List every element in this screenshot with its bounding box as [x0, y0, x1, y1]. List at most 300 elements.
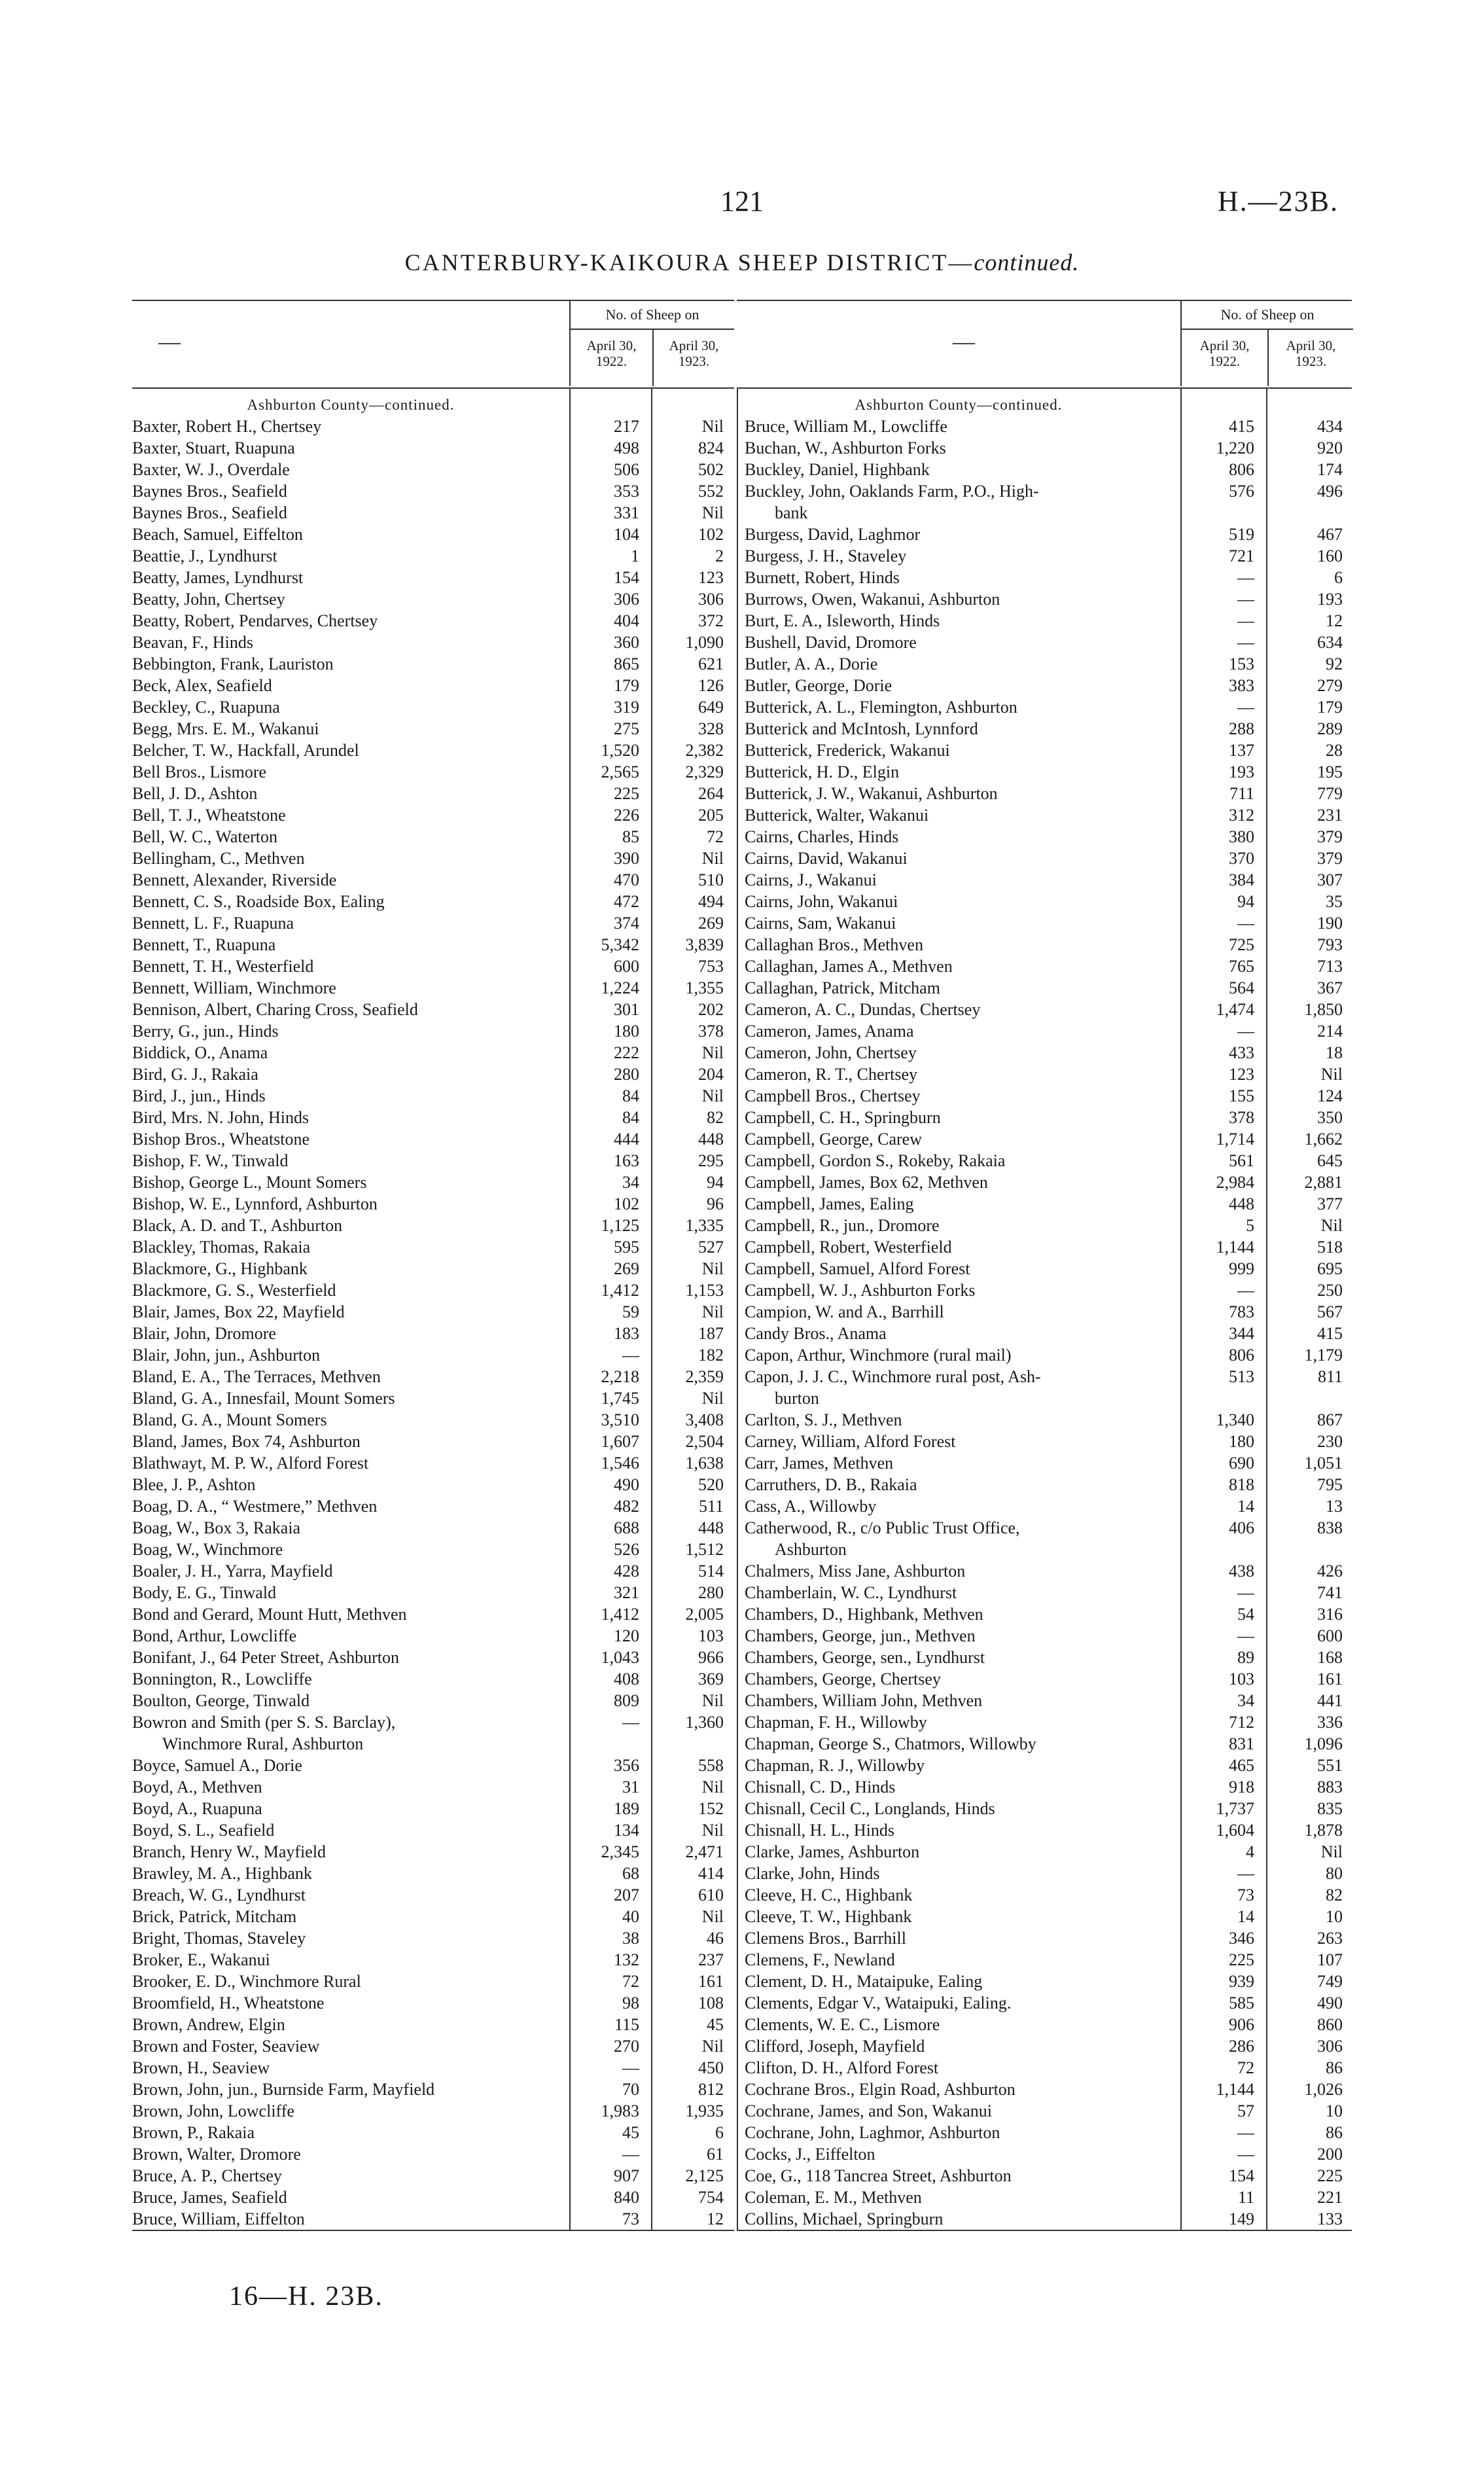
- owner-name: Baxter, W. J., Overdale: [132, 460, 290, 479]
- table-row: [737, 2079, 1352, 2100]
- sheep-1922: 180: [614, 1022, 639, 1041]
- table-row: [737, 1236, 1352, 1258]
- sheep-count-header: [1180, 301, 1353, 386]
- sheep-1923: 92: [1326, 654, 1343, 673]
- table-row: [132, 1495, 734, 1517]
- sheep-1923: 103: [698, 1626, 724, 1645]
- sheep-1923: 649: [698, 698, 724, 717]
- owner-name: Brick, Patrick, Mitcham: [132, 1907, 297, 1926]
- sheep-1922: 346: [1229, 1929, 1254, 1948]
- sheep-1923: 161: [1317, 1670, 1343, 1689]
- owner-name: Baynes Bros., Seafield: [132, 503, 287, 522]
- sheep-1923: 2: [715, 546, 724, 565]
- table-row: [132, 1906, 734, 1927]
- sheep-1923: 250: [1317, 1281, 1343, 1300]
- owner-name: Bland, G. A., Mount Somers: [132, 1410, 327, 1429]
- sheep-1923: 204: [698, 1065, 724, 1084]
- table-row: [737, 1063, 1352, 1085]
- table-row: [737, 675, 1352, 696]
- sheep-1923: 377: [1317, 1194, 1343, 1213]
- sheep-1923: 1,662: [1304, 1130, 1343, 1149]
- sheep-1923: Nil: [1320, 1842, 1343, 1861]
- owner-name: Chambers, George, jun., Methven: [745, 1626, 976, 1645]
- table-row: [737, 459, 1352, 480]
- owner-name: Black, A. D. and T., Ashburton: [132, 1216, 343, 1235]
- sheep-1922: —: [1237, 1864, 1254, 1883]
- sheep-1923: 82: [707, 1108, 724, 1127]
- sheep-1923: 600: [1317, 1626, 1343, 1645]
- table-row: [737, 934, 1352, 956]
- table-row: [132, 1150, 734, 1171]
- sheep-1923: 812: [698, 2080, 724, 2099]
- sheep-1923: 502: [698, 460, 724, 479]
- table-row: [737, 1647, 1352, 1668]
- owner-name: Cameron, James, Anama: [745, 1022, 914, 1041]
- sheep-1923: 350: [1317, 1108, 1343, 1127]
- sheep-1922: 84: [622, 1086, 639, 1105]
- table-row: [737, 2035, 1352, 2057]
- sheep-1922: 712: [1229, 1713, 1254, 1732]
- sheep-1923: 567: [1317, 1302, 1343, 1321]
- table-row: [132, 2165, 734, 2187]
- owner-name: Clements, W. E. C., Lismore: [745, 2015, 940, 2034]
- owner-name: Blackley, Thomas, Rakaia: [132, 1238, 311, 1257]
- table-row: [737, 1668, 1352, 1690]
- sheep-1922: 73: [622, 2209, 639, 2228]
- table-row: [737, 1906, 1352, 1927]
- table-row: [737, 1452, 1352, 1474]
- owner-name: Butler, George, Dorie: [745, 676, 892, 695]
- sheep-1923: 369: [698, 1670, 724, 1689]
- sheep-1922: 301: [614, 1000, 639, 1019]
- table-row: [737, 1819, 1352, 1841]
- sheep-1922: 1,983: [601, 2101, 639, 2120]
- sheep-1923: 126: [698, 676, 724, 695]
- owner-name: Biddick, O., Anama: [132, 1043, 268, 1062]
- table-row: [132, 1927, 734, 1949]
- sheep-1923: 551: [1317, 1756, 1343, 1775]
- sheep-1922: 226: [614, 806, 639, 825]
- table-row: [132, 1301, 734, 1323]
- sheep-1923: 1,335: [685, 1216, 724, 1235]
- sheep-1923: 1,090: [685, 633, 724, 652]
- sheep-1922: 600: [614, 957, 639, 976]
- sheep-1923: 6: [715, 2123, 724, 2142]
- sheep-1923: 494: [698, 892, 724, 911]
- sheep-1922: 831: [1229, 1734, 1254, 1753]
- sheep-1922: 1,125: [601, 1216, 639, 1235]
- owner-name: Brown, H., Seaview: [132, 2058, 270, 2077]
- owner-name: Campion, W. and A., Barrhill: [745, 1302, 944, 1321]
- sheep-1923: 2,881: [1304, 1173, 1343, 1192]
- owner-name: Campbell, C. H., Springburn: [745, 1108, 941, 1127]
- owner-name: Bruce, William, Eiffelton: [132, 2209, 305, 2228]
- table-row: [737, 1387, 1352, 1409]
- table-row: [737, 826, 1352, 848]
- sheep-1923: 280: [698, 1583, 724, 1602]
- sheep-1922: 1,412: [601, 1281, 639, 1300]
- table-row: [132, 437, 734, 459]
- owner-name: Ashburton: [775, 1540, 847, 1559]
- owner-name: Bellingham, C., Methven: [132, 849, 305, 868]
- col-1922-header: April 30, 1922.: [586, 338, 637, 369]
- sheep-1923: 182: [698, 1346, 724, 1365]
- sheep-1923: 161: [698, 1972, 724, 1991]
- owner-name: Chisnall, C. D., Hinds: [745, 1778, 896, 1796]
- sheep-1923: 835: [1317, 1799, 1343, 1818]
- sheep-1922: 40: [622, 1907, 639, 1926]
- owner-name: Candy Bros., Anama: [745, 1324, 887, 1343]
- table-row: [737, 1971, 1352, 1992]
- table-row: [132, 826, 734, 848]
- sheep-1922: 415: [1229, 417, 1254, 436]
- sheep-1922: 134: [614, 1821, 639, 1840]
- sheep-1923: 920: [1317, 438, 1343, 457]
- owner-name: Bland, E. A., The Terraces, Methven: [132, 1367, 381, 1386]
- table-row: [132, 1776, 734, 1798]
- owner-name: Burrows, Owen, Wakanui, Ashburton: [745, 590, 1000, 609]
- owner-name: Buckley, Daniel, Highbank: [745, 460, 930, 479]
- document-code: H.—23B.: [1217, 185, 1339, 217]
- owner-name: Brown, Walter, Dromore: [132, 2145, 301, 2164]
- sheep-1922: 280: [614, 1065, 639, 1084]
- table-row: [132, 2208, 734, 2230]
- owner-name: Chalmers, Miss Jane, Ashburton: [745, 1562, 966, 1581]
- owner-name: Cairns, Charles, Hinds: [745, 827, 899, 846]
- sheep-1923: 552: [698, 482, 724, 501]
- table-row: [132, 1560, 734, 1582]
- table-row: [132, 588, 734, 610]
- table-row: [737, 1279, 1352, 1301]
- sheep-1922: 163: [614, 1151, 639, 1170]
- sheep-1922: —: [622, 2058, 639, 2077]
- owner-name: Cleeve, H. C., Highbank: [745, 1885, 913, 1904]
- sheep-1923: Nil: [701, 1691, 724, 1710]
- table-row: [132, 1603, 734, 1625]
- sheep-1922: 225: [1229, 1950, 1254, 1969]
- owner-name: Clifton, D. H., Alford Forest: [745, 2058, 939, 2077]
- signature-footer: 16—H. 23B.: [229, 2281, 383, 2312]
- sheep-1922: 98: [622, 1993, 639, 2012]
- sheep-1923: 379: [1317, 849, 1343, 868]
- sheep-1922: 404: [614, 611, 639, 630]
- sheep-1922: 721: [1229, 546, 1254, 565]
- sheep-1922: 11: [1237, 2188, 1254, 2207]
- owner-name: Callaghan, Patrick, Mitcham: [745, 978, 940, 997]
- sheep-1923: 795: [1317, 1475, 1343, 1494]
- sheep-1923: 621: [698, 654, 724, 673]
- sheep-1923: 496: [1317, 482, 1343, 501]
- table-row: [737, 1301, 1352, 1323]
- owner-name: Blathwayt, M. P. W., Alford Forest: [132, 1454, 369, 1473]
- owner-name: Belcher, T. W., Hackfall, Arundel: [132, 741, 359, 760]
- owner-name: Chambers, William John, Methven: [745, 1691, 983, 1710]
- table-row: [737, 502, 1352, 524]
- table-row: [132, 1258, 734, 1279]
- sheep-1923: Nil: [701, 1302, 724, 1321]
- sheep-1923: Nil: [701, 2037, 724, 2056]
- table-row: [737, 1344, 1352, 1366]
- sheep-1922: 725: [1229, 935, 1254, 954]
- sheep-1923: 225: [1317, 2166, 1343, 2185]
- sheep-1922: 5: [1246, 1216, 1254, 1235]
- sheep-1923: 378: [698, 1022, 724, 1041]
- sheep-1923: 838: [1317, 1518, 1343, 1537]
- table-row: [737, 588, 1352, 610]
- table-row: [737, 2143, 1352, 2165]
- owner-name: Clemens Bros., Barrhill: [745, 1929, 906, 1948]
- sheep-1922: 1,520: [601, 741, 639, 760]
- sheep-1922: —: [1237, 611, 1254, 630]
- sheep-1923: 12: [1326, 611, 1343, 630]
- owner-name: Chapman, George S., Chatmors, Willowby: [745, 1734, 1036, 1753]
- sheep-count-label: No. of Sheep on: [571, 301, 734, 330]
- owner-name: Brown, Andrew, Elgin: [132, 2015, 285, 2034]
- sheep-1922: 225: [614, 784, 639, 803]
- sheep-1922: —: [1237, 1626, 1254, 1645]
- owner-name: Bell, J. D., Ashton: [132, 784, 258, 803]
- table-row: [737, 1495, 1352, 1517]
- table-row: [132, 1992, 734, 2014]
- sheep-1922: 688: [614, 1518, 639, 1537]
- owner-name: Cameron, R. T., Chertsey: [745, 1065, 918, 1084]
- owner-name: Broker, E., Wakanui: [132, 1950, 270, 1969]
- table-row: [132, 1884, 734, 1906]
- sheep-1922: 711: [1229, 784, 1254, 803]
- sheep-1923: 2,125: [685, 2166, 724, 2185]
- sheep-1922: 2,565: [601, 762, 639, 781]
- sheep-1922: 207: [614, 1885, 639, 1904]
- sheep-1923: 221: [1317, 2188, 1343, 2207]
- owner-name: Campbell, Samuel, Alford Forest: [745, 1259, 970, 1278]
- sheep-1923: 86: [1326, 2123, 1343, 2142]
- sheep-1922: 4: [1246, 1842, 1254, 1861]
- sheep-1922: 154: [614, 568, 639, 587]
- table-row: [737, 999, 1352, 1020]
- owner-name: Bonnington, R., Lowcliffe: [132, 1670, 312, 1689]
- sheep-1922: 383: [1229, 676, 1254, 695]
- table-row: [132, 1863, 734, 1884]
- sheep-1923: 94: [707, 1173, 724, 1192]
- sheep-1923: 753: [698, 957, 724, 976]
- owner-name: Baynes Bros., Seafield: [132, 482, 287, 501]
- sheep-1923: 2,359: [685, 1367, 724, 1386]
- sheep-1922: 840: [614, 2188, 639, 2207]
- sheep-1922: 38: [622, 1929, 639, 1948]
- sheep-1922: 222: [614, 1043, 639, 1062]
- owner-name: Bennett, Alexander, Riverside: [132, 870, 337, 889]
- table-row: [132, 2014, 734, 2035]
- sheep-1922: —: [1237, 698, 1254, 717]
- table-row: [737, 567, 1352, 588]
- owner-name: Cochrane, James, and Son, Wakanui: [745, 2101, 992, 2120]
- sheep-1923: 2,504: [685, 1432, 724, 1451]
- owner-name: bank: [775, 503, 808, 522]
- table-row: [737, 1603, 1352, 1625]
- sheep-1923: 160: [1317, 546, 1343, 565]
- sheep-1923: 966: [698, 1648, 724, 1667]
- owner-name: Butler, A. A., Dorie: [745, 654, 878, 673]
- sheep-1923: 527: [698, 1238, 724, 1257]
- table-row: [737, 653, 1352, 675]
- sheep-1923: 6: [1334, 568, 1343, 587]
- sheep-1923: 2,382: [685, 741, 724, 760]
- sheep-1922: 818: [1229, 1475, 1254, 1494]
- sheep-1923: 441: [1317, 1691, 1343, 1710]
- table-row: [737, 1085, 1352, 1107]
- owner-name: Burgess, J. H., Staveley: [745, 546, 907, 565]
- table-row: [737, 1258, 1352, 1279]
- owner-name: Boag, W., Box 3, Rakaia: [132, 1518, 301, 1537]
- owner-name: Cairns, Sam, Wakanui: [745, 914, 896, 933]
- sheep-1923: 1,878: [1304, 1821, 1343, 1840]
- owner-name: Beach, Samuel, Eiffelton: [132, 525, 303, 544]
- owner-name: Bishop, F. W., Tinwald: [132, 1151, 289, 1170]
- table-row: [132, 1798, 734, 1819]
- owner-name: Callaghan Bros., Methven: [745, 935, 923, 954]
- sheep-1923: 86: [1326, 2058, 1343, 2077]
- sheep-1923: 1,360: [685, 1713, 724, 1732]
- sheep-1922: 306: [614, 590, 639, 609]
- owner-name: Boag, D. A., “ Westmere,” Methven: [132, 1497, 378, 1516]
- sheep-1922: 85: [622, 827, 639, 846]
- sheep-1923: 1,638: [685, 1454, 724, 1473]
- table-row: [132, 2079, 734, 2100]
- owner-name: Burt, E. A., Isleworth, Hinds: [745, 611, 940, 630]
- sheep-1922: [569, 1733, 651, 1755]
- title-continued: continued.: [974, 249, 1080, 276]
- owner-name: Breach, W. G., Lyndhurst: [132, 1885, 306, 1904]
- owner-name: Bennett, L. F., Ruapuna: [132, 914, 294, 933]
- sheep-1923: Nil: [701, 417, 724, 436]
- sheep-1923: [1266, 1387, 1352, 1409]
- table-row: [737, 1431, 1352, 1452]
- sheep-1922: [1180, 1387, 1266, 1409]
- owner-name: Brooker, E. D., Winchmore Rural: [132, 1972, 361, 1991]
- sheep-1922: 585: [1229, 1993, 1254, 2012]
- table-row: [132, 1193, 734, 1215]
- owner-name: Berry, G., jun., Hinds: [132, 1022, 279, 1041]
- table-row: [132, 1431, 734, 1452]
- sheep-1923: 72: [707, 827, 724, 846]
- table-row: [737, 977, 1352, 999]
- sheep-1923: 231: [1317, 806, 1343, 825]
- sheep-1922: 312: [1229, 806, 1254, 825]
- sheep-1923: 10: [1326, 1907, 1343, 1926]
- table-row: [132, 1020, 734, 1042]
- table-row: [737, 437, 1352, 459]
- owner-name: Coe, G., 118 Tancrea Street, Ashburton: [745, 2166, 1012, 2185]
- sheep-1922: 2,984: [1216, 1173, 1254, 1192]
- owner-name: Beatty, John, Chertsey: [132, 590, 285, 609]
- sheep-1922: 448: [1229, 1194, 1254, 1213]
- sheep-1922: 45: [622, 2123, 639, 2142]
- sheep-1923: 2,329: [685, 762, 724, 781]
- table-row: [737, 1798, 1352, 1819]
- owner-name: Campbell, James, Ealing: [745, 1194, 914, 1213]
- sheep-1923: 289: [1317, 719, 1343, 738]
- owner-name: Bennett, T. H., Westerfield: [132, 957, 314, 976]
- page-number: 121: [720, 185, 764, 217]
- owner-name: Baxter, Robert H., Chertsey: [132, 417, 322, 436]
- table-row: [737, 1927, 1352, 1949]
- sheep-1923: 328: [698, 719, 724, 738]
- owner-name: Carlton, S. J., Methven: [745, 1410, 902, 1429]
- sheep-1923: 1,512: [685, 1540, 724, 1559]
- owner-name: Burnett, Robert, Hinds: [745, 568, 900, 587]
- sheep-1922: 84: [622, 1108, 639, 1127]
- sheep-1922: 506: [614, 460, 639, 479]
- owner-name: Beatty, Robert, Pendarves, Chertsey: [132, 611, 378, 630]
- sheep-1922: 68: [622, 1864, 639, 1883]
- sheep-1923: 867: [1317, 1410, 1343, 1429]
- page-title: [196, 249, 1288, 276]
- sheep-1922: 1,714: [1216, 1130, 1254, 1149]
- table-row: [132, 740, 734, 761]
- table-row: [737, 1171, 1352, 1193]
- sheep-count-header: [569, 301, 734, 386]
- sheep-1922: 1,144: [1216, 1238, 1254, 1257]
- sheep-1922: 374: [614, 914, 639, 933]
- sheep-1923: 824: [698, 438, 724, 457]
- sheep-1922: 14: [1237, 1907, 1254, 1926]
- owner-name: Bell Bros., Lismore: [132, 762, 267, 781]
- owner-name: Cocks, J., Eiffelton: [745, 2145, 875, 2164]
- sheep-1923: Nil: [701, 1778, 724, 1796]
- owner-name: Bird, G. J., Rakaia: [132, 1065, 258, 1084]
- title-main: CANTERBURY-KAIKOURA SHEEP DISTRICT—: [404, 249, 974, 276]
- sheep-1922: 1: [631, 546, 639, 565]
- owner-name: Butterick and McIntosh, Lynnford: [745, 719, 978, 738]
- owner-name: Bishop Bros., Wheatstone: [132, 1130, 310, 1149]
- sheep-1923: 779: [1317, 784, 1343, 803]
- sheep-1923: 45: [707, 2015, 724, 2034]
- sheep-1923: 379: [1317, 827, 1343, 846]
- sheep-1922: 384: [1229, 870, 1254, 889]
- sheep-1923: 10: [1326, 2101, 1343, 2120]
- sheep-1922: 3,510: [601, 1410, 639, 1429]
- owner-name: Bird, Mrs. N. John, Hinds: [132, 1108, 309, 1127]
- sheep-1922: 498: [614, 438, 639, 457]
- owner-name: Baxter, Stuart, Ruapuna: [132, 438, 295, 457]
- sheep-1922: 1,340: [1216, 1410, 1254, 1429]
- sheep-1923: 1,179: [1304, 1346, 1343, 1365]
- sheep-1922: 1,604: [1216, 1821, 1254, 1840]
- table-row: [737, 1949, 1352, 1971]
- owner-name: Beattie, J., Lyndhurst: [132, 546, 277, 565]
- owner-name: Bonifant, J., 64 Peter Street, Ashburton: [132, 1648, 400, 1667]
- sheep-1922: —: [1237, 568, 1254, 587]
- owner-name: Boaler, J. H., Yarra, Mayfield: [132, 1562, 333, 1581]
- sheep-1923: 518: [1317, 1238, 1343, 1257]
- sheep-1923: 279: [1317, 676, 1343, 695]
- table-row: [737, 1625, 1352, 1647]
- sheep-1922: 179: [614, 676, 639, 695]
- col-1923-header: April 30, 1923.: [652, 330, 734, 386]
- table-row: [132, 1085, 734, 1107]
- owner-name: Bird, J., jun., Hinds: [132, 1086, 266, 1105]
- owner-name: Cochrane, John, Laghmor, Ashburton: [745, 2123, 1000, 2142]
- owner-name: Bowron and Smith (per S. S. Barclay),: [132, 1713, 396, 1732]
- sheep-1922: 378: [1229, 1108, 1254, 1127]
- sheep-1922: 1,043: [601, 1648, 639, 1667]
- sheep-1923: 107: [1317, 1950, 1343, 1969]
- sheep-1922: —: [1237, 590, 1254, 609]
- sheep-1923: 202: [698, 1000, 724, 1019]
- sheep-1923: 695: [1317, 1259, 1343, 1278]
- table-row: [132, 1063, 734, 1085]
- sheep-1923: 610: [698, 1885, 724, 1904]
